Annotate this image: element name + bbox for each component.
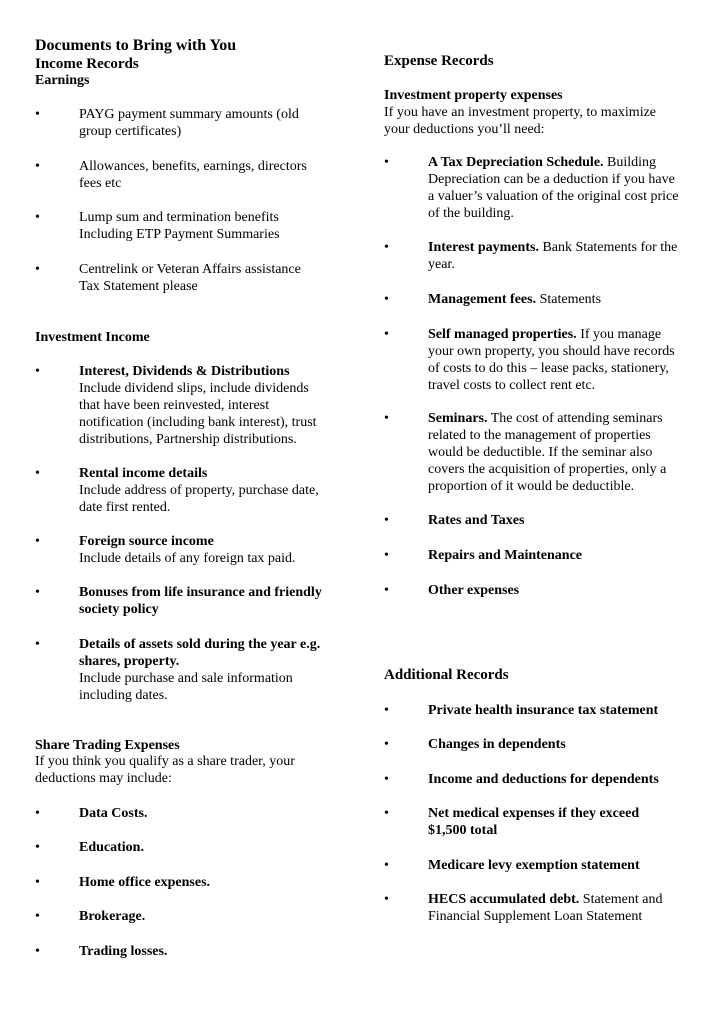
list-item-line bbox=[428, 444, 699, 461]
list-item-text: The cost of attending seminars bbox=[487, 411, 663, 426]
share-trading-intro-line-1: If you think you qualify as a share trader, your bbox=[35, 754, 295, 769]
investment-property-heading: Investment property expenses bbox=[384, 88, 563, 103]
list-item-text: covers the acquisition of properties, only a bbox=[428, 462, 667, 477]
list-item-text: would be deductible. If the seminar also bbox=[428, 445, 653, 460]
list-item-line: group certificates) bbox=[79, 124, 182, 139]
list-item-line bbox=[428, 908, 699, 925]
list-item-bold-text: Net medical expenses if they exceed bbox=[428, 806, 640, 821]
list-item-line: Allowances, benefits, earnings, directors bbox=[79, 159, 307, 174]
bullet-icon: • bbox=[384, 772, 389, 787]
list-item-line bbox=[428, 736, 699, 753]
additional-records-heading: Additional Records bbox=[384, 667, 509, 683]
bullet-icon: • bbox=[384, 513, 389, 528]
bullet-icon: • bbox=[384, 548, 389, 563]
document-title: Documents to Bring with You bbox=[35, 37, 237, 54]
list-item-text: If you manage bbox=[576, 327, 662, 342]
list-item-line bbox=[428, 478, 699, 495]
list-item-line bbox=[428, 582, 699, 599]
list-item-line bbox=[428, 771, 699, 788]
list-item-line bbox=[428, 360, 699, 377]
income-records-heading: Income Records bbox=[35, 56, 139, 72]
list-item-bold-line: society policy bbox=[79, 602, 159, 617]
list-item-bold-text: Interest payments. bbox=[428, 240, 539, 255]
list-item-line: Centrelink or Veteran Affairs assistance bbox=[79, 262, 301, 277]
bullet-icon: • bbox=[35, 107, 40, 122]
earnings-heading: Earnings bbox=[35, 73, 90, 88]
list-item-line: notification (including bank interest), trust bbox=[79, 415, 317, 430]
list-item-line: Include details of any foreign tax paid. bbox=[79, 551, 296, 566]
share-trading-intro-line-2: deductions may include: bbox=[35, 771, 172, 786]
bullet-icon: • bbox=[384, 327, 389, 342]
list-item-line: including dates. bbox=[79, 688, 168, 703]
bullet-icon: • bbox=[384, 703, 389, 718]
list-item-text: of costs to do this – lease packs, stationery, bbox=[428, 361, 669, 376]
list-item-line bbox=[428, 154, 699, 171]
list-item-bold-line: Brokerage. bbox=[79, 909, 146, 924]
list-item-text: year. bbox=[428, 257, 455, 272]
bullet-icon: • bbox=[384, 583, 389, 598]
list-item-bold-line: Home office expenses. bbox=[79, 875, 211, 890]
list-item-bold-line: Interest, Dividends & Distributions bbox=[79, 364, 290, 379]
list-item-line bbox=[428, 239, 699, 256]
list-item-line bbox=[428, 461, 699, 478]
list-item-text: Bank Statements for the bbox=[538, 240, 678, 255]
bullet-icon: • bbox=[35, 534, 40, 549]
list-item-line: Including ETP Payment Summaries bbox=[79, 227, 280, 242]
list-item-bold-text: Self managed properties. bbox=[428, 327, 577, 342]
list-item-line: fees etc bbox=[79, 176, 122, 191]
list-item-bold-text: A Tax Depreciation Schedule. bbox=[428, 155, 604, 170]
list-item-line: that have been reinvested, interest bbox=[79, 398, 270, 413]
investment-property-intro-line-1: If you have an investment property, to maximize bbox=[384, 105, 657, 120]
list-item-bold-text: Changes in dependents bbox=[428, 737, 566, 752]
list-item-line bbox=[428, 512, 699, 529]
bullet-icon: • bbox=[35, 364, 40, 379]
list-item-line bbox=[428, 805, 699, 822]
list-item-text: proportion of it would be deductible. bbox=[428, 479, 635, 494]
list-item-line bbox=[428, 822, 699, 839]
list-item-line bbox=[428, 343, 699, 360]
list-item-text: Financial Supplement Loan Statement bbox=[428, 909, 643, 924]
list-item-line bbox=[428, 547, 699, 564]
bullet-icon: • bbox=[384, 892, 389, 907]
list-item-line: Include address of property, purchase date, bbox=[79, 483, 319, 498]
list-item-line: Include purchase and sale information bbox=[79, 671, 293, 686]
bullet-icon: • bbox=[35, 210, 40, 225]
bullet-icon: • bbox=[35, 585, 40, 600]
bullet-icon: • bbox=[384, 155, 389, 170]
list-item-line bbox=[428, 291, 699, 308]
share-trading-heading: Share Trading Expenses bbox=[35, 738, 180, 753]
list-item-bold-text: Medicare levy exemption statement bbox=[428, 858, 640, 873]
list-item-bold-text: Repairs and Maintenance bbox=[428, 548, 582, 563]
list-item-text: a valuer’s valuation of the original cost price bbox=[428, 189, 679, 204]
list-item-line bbox=[428, 410, 699, 427]
list-item-bold-line: Data Costs. bbox=[79, 806, 148, 821]
list-item-bold-line: Trading losses. bbox=[79, 944, 168, 959]
list-item-bold-line: Rental income details bbox=[79, 466, 208, 481]
list-item-line: distributions, Partnership distributions. bbox=[79, 432, 297, 447]
list-item-line: Lump sum and termination benefits bbox=[79, 210, 279, 225]
bullet-icon: • bbox=[35, 262, 40, 277]
list-item-text: travel costs to collect rent etc. bbox=[428, 378, 596, 393]
list-item-text: Depreciation can be a deduction if you have bbox=[428, 172, 675, 187]
bullet-icon: • bbox=[384, 240, 389, 255]
bullet-icon: • bbox=[35, 806, 40, 821]
list-item-line bbox=[428, 702, 699, 719]
bullet-icon: • bbox=[384, 411, 389, 426]
list-item-line bbox=[428, 256, 699, 273]
bullet-icon: • bbox=[384, 806, 389, 821]
list-item-line bbox=[428, 377, 699, 394]
bullet-icon: • bbox=[384, 858, 389, 873]
list-item-line: PAYG payment summary amounts (old bbox=[79, 107, 299, 122]
expense-records-heading: Expense Records bbox=[384, 53, 494, 69]
list-item-bold-line: Details of assets sold during the year e.g. bbox=[79, 637, 321, 652]
bullet-icon: • bbox=[35, 909, 40, 924]
list-item-line: Tax Statement please bbox=[79, 279, 198, 294]
list-item-bold-text: $1,500 total bbox=[428, 823, 498, 838]
list-item-line: Include dividend slips, include dividends bbox=[79, 381, 309, 396]
bullet-icon: • bbox=[35, 875, 40, 890]
list-item-bold-text: Seminars. bbox=[428, 411, 488, 426]
list-item-line bbox=[428, 857, 699, 874]
bullet-icon: • bbox=[384, 292, 389, 307]
list-item-bold-line: Foreign source income bbox=[79, 534, 214, 549]
bullet-icon: • bbox=[35, 637, 40, 652]
list-item-line: date first rented. bbox=[79, 500, 171, 515]
list-item-line bbox=[428, 326, 699, 343]
list-item-text: related to the management of properties bbox=[428, 428, 651, 443]
list-item-bold-text: Income and deductions for dependents bbox=[428, 772, 659, 787]
list-item-text: Building bbox=[603, 155, 657, 170]
list-item-line bbox=[428, 171, 699, 188]
list-item-bold-text: Private health insurance tax statement bbox=[428, 703, 659, 718]
list-item-line bbox=[428, 188, 699, 205]
list-item-bold-line: Bonuses from life insurance and friendly bbox=[79, 585, 322, 600]
bullet-icon: • bbox=[35, 944, 40, 959]
list-item-bold-line: Education. bbox=[79, 840, 144, 855]
investment-property-intro-line-2: your deductions you’ll need: bbox=[384, 122, 545, 137]
list-item-bold-text: Other expenses bbox=[428, 583, 520, 598]
list-item-line bbox=[428, 891, 699, 908]
list-item-text: Statements bbox=[536, 292, 602, 307]
bullet-icon: • bbox=[35, 159, 40, 174]
investment-income-heading: Investment Income bbox=[35, 330, 150, 345]
bullet-icon: • bbox=[384, 737, 389, 752]
list-item-bold-text: Rates and Taxes bbox=[428, 513, 525, 528]
list-item-line bbox=[428, 427, 699, 444]
list-item-bold-text: Management fees. bbox=[428, 292, 537, 307]
list-item-line bbox=[428, 205, 699, 222]
bullet-icon: • bbox=[35, 466, 40, 481]
list-item-text: Statement and bbox=[579, 892, 663, 907]
list-item-bold-text: HECS accumulated debt. bbox=[428, 892, 580, 907]
list-item-text: your own property, you should have records bbox=[428, 344, 675, 359]
list-item-bold-line: shares, property. bbox=[79, 654, 180, 669]
list-item-text: of the building. bbox=[428, 206, 514, 221]
bullet-icon: • bbox=[35, 840, 40, 855]
